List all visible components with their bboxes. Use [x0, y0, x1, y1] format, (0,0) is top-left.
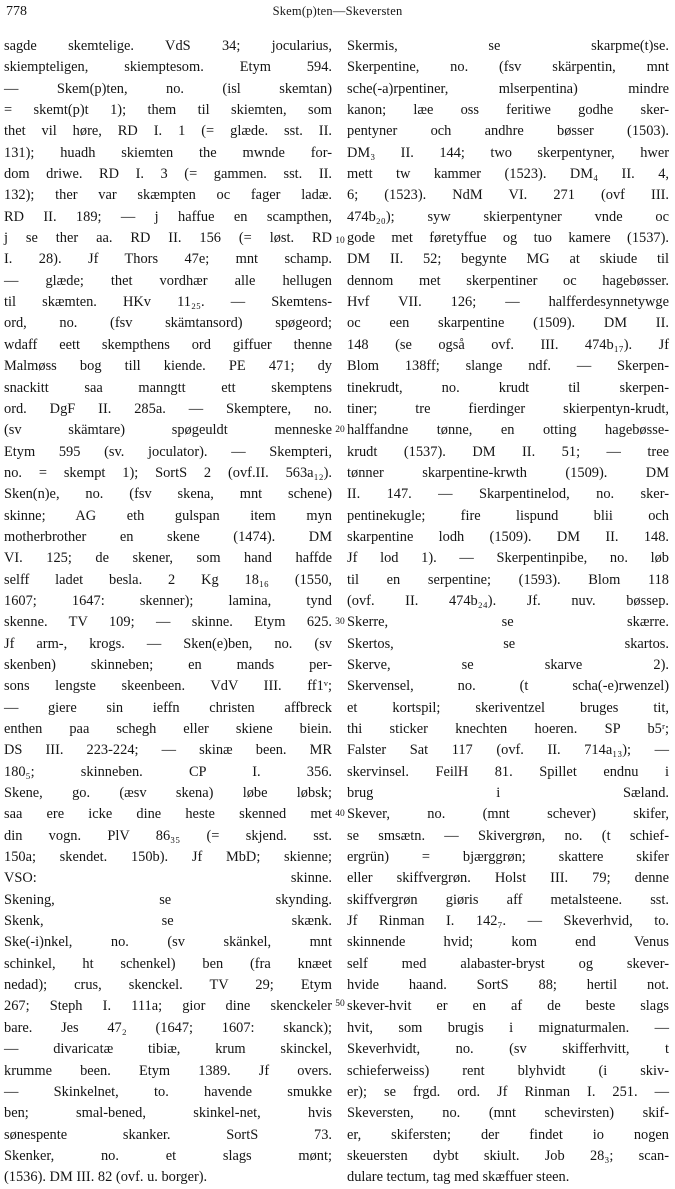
text-line: Skeversten, no. (mnt schevirsten) skif-: [347, 1105, 669, 1122]
text-line: I. 28). Jf Thors 47e; mnt schamp.: [4, 251, 332, 268]
text-line: 1607; 1647: skenner); lamina, tynd: [4, 592, 332, 609]
text-line: 148 (se også ovf. III. 474b₁₇). Jf: [347, 336, 669, 353]
text-line: 474b₂₀); syw skierpentyner vnde oc: [347, 208, 669, 225]
text-line: halffandne tønne, en otting hagebøsse-: [347, 422, 669, 439]
text-line: skinnende hvid; kom end Venus: [347, 934, 669, 951]
text-line: Hvf VII. 126; — halfferdesynnetywge: [347, 294, 669, 311]
text-line: Skervensel, no. (t scha(-e)rwenzel): [347, 678, 669, 695]
text-line: snackitt saa manngtt ett skemptens: [4, 379, 332, 396]
text-line: sagde skemtelige. VdS 34; jocularius,: [4, 38, 332, 54]
text-line: skenben) skinneben; en mands per-: [4, 656, 332, 673]
text-line: skenne. TV 109; — skinne. Etym 625.: [4, 614, 332, 631]
text-line: Skerpentine, no. (fsv skärpentin, mnt: [347, 59, 669, 76]
text-line: til en serpentine; (1593). Blom 118: [347, 571, 669, 588]
text-line: skever-hvit er en af de beste slags: [347, 998, 669, 1015]
text-line: mett tw kammer (1523). DM₄ II. 4,: [347, 166, 669, 183]
text-line: j se ther aa. RD II. 156 (= løst. RD: [4, 230, 332, 247]
text-line: schieferweiss) rent blyhvidt (i skiv-: [347, 1062, 669, 1079]
text-line: ergrün) = bjærggrøn; skattere skifer: [347, 849, 669, 866]
text-line: brug i Sæland.: [347, 785, 669, 802]
text-line: thi sticker knechten hoeren. SP b5ʳ;: [347, 721, 669, 737]
text-line: hvide haand. SortS 88; hertil not.: [347, 977, 669, 994]
text-line: Jf arm-, krogs. — Sken(e)ben, no. (sv: [4, 635, 332, 652]
text-line: eller skiffvergrøn. Holst III. 79; denne: [347, 870, 669, 887]
text-line: dulare tectum, tag med skæffuer steen.: [347, 1169, 570, 1186]
text-line: Blom 138ff; slange ndf. — Skerpen-: [347, 358, 669, 375]
text-line: motherbrother en skene (1474). DM: [4, 528, 332, 545]
text-line: skarpentine lodh (1509). DM II. 148.: [347, 528, 669, 545]
text-line: 131); huadh skiemten the mwnde for-: [4, 144, 332, 161]
text-line: saa ere icke dine heste skenned met: [4, 806, 332, 823]
text-line: Skermis, se skarpme(t)se.: [347, 38, 669, 54]
text-line: enthen paa schegh eller skiene biein.: [4, 721, 332, 737]
text-line: DS III. 223-224; — skinæ been. MR: [4, 742, 332, 759]
line-number: 20: [335, 425, 345, 435]
text-line: Skene, go. (æsv skena) løbe løbsk;: [4, 785, 332, 802]
text-line: ben; smal-bened, skinkel-net, hvis: [4, 1105, 332, 1122]
text-line: DM₃ II. 144; two skerpentyner, hwer: [347, 144, 669, 161]
text-line: oc een skarpentine (1509). DM II.: [347, 315, 669, 332]
text-line: selff ladet besla. 2 Kg 18₁₆ (1550,: [4, 571, 332, 588]
text-line: et kortspil; skeriventzel bruges tit,: [347, 699, 669, 716]
page-number: 778: [6, 4, 27, 19]
text-line: Skerve, se skarve 2).: [347, 656, 669, 673]
text-line: 180₅; skinneben. CP I. 356.: [4, 763, 332, 780]
text-line: Skenk, se skænk.: [4, 913, 332, 930]
text-line: 267; Steph I. 111a; gior dine skenckeler: [4, 998, 332, 1015]
text-line: thet vil høre, RD I. 1 (= glæde. sst. II.: [4, 123, 332, 140]
line-number: 30: [335, 617, 345, 627]
text-line: — divaricatæ tibiæ, krum skinckel,: [4, 1041, 332, 1058]
text-line: Skertos, se skartos.: [347, 635, 669, 652]
text-line: VSO: skinne.: [4, 870, 332, 887]
text-line: wdaff eett skempthens ord giffuer thenne: [4, 336, 332, 353]
text-line: Skeverhvidt, no. (sv skifferhvitt, t: [347, 1041, 669, 1058]
text-line: Sken(n)e, no. (fsv skena, mnt schene): [4, 486, 332, 503]
text-line: 6; (1523). NdM VI. 271 (ovf III.: [347, 187, 669, 204]
line-number: 40: [335, 809, 345, 819]
page-header: [0, 4, 675, 26]
text-line: pentyner och andhre bøsser (1503).: [347, 123, 669, 140]
text-line: bare. Jes 47₂ (1647; 1607: skanck);: [4, 1019, 332, 1036]
text-line: schinkel, ht schenkel) ben (fra knæet: [4, 955, 332, 972]
text-line: til skæmten. HKv 11₂₅. — Skemtens-: [4, 294, 332, 311]
text-line: — Skinkelnet, to. havende smukke: [4, 1083, 332, 1100]
line-number: 50: [335, 999, 345, 1009]
text-line: 150a; skendet. 150b). Jf MbD; skienne;: [4, 849, 332, 866]
right-column: [347, 36, 669, 1186]
text-line: = skemt(p)t 1); them til skiemten, som: [4, 102, 332, 119]
text-line: hvit, som brugis i mignaturmalen. —: [347, 1019, 669, 1036]
text-line: se smsætn. — Skivergrøn, no. (t schief-: [347, 827, 669, 844]
text-line: tinekrudt, no. krudt til skerpen-: [347, 379, 669, 396]
text-line: — glæde; thet vordhær alle hellugen: [4, 272, 332, 289]
text-line: RD II. 189; — j haffue en scampthen,: [4, 208, 332, 225]
text-line: skiempteligen, skiemptesom. Etym 594.: [4, 59, 332, 76]
text-line: skervinsel. FeilH 81. Spillet endnu i: [347, 763, 669, 780]
text-line: skinne; AG eth gulspan item myn: [4, 507, 332, 524]
text-line: VI. 125; de skener, som hand haffde: [4, 550, 332, 567]
left-column: [4, 36, 332, 1186]
text-line: 132); ther var skæmpten oc fager ladæ.: [4, 187, 332, 204]
text-line: skiffvergrøn giøris aff metalsteene. sst.: [347, 891, 669, 908]
line-number: 10: [335, 236, 345, 246]
text-line: (1536). DM III. 82 (ovf. u. borger).: [4, 1169, 208, 1186]
text-line: Skenker, no. et slags mønt;: [4, 1147, 332, 1164]
text-line: Malmøss bog till kiende. PE 471; dy: [4, 358, 332, 375]
text-line: Skening, se skynding.: [4, 891, 332, 908]
text-line: II. 147. — Skarpentinelod, no. sker-: [347, 486, 669, 503]
text-line: Jf lod 1). — Skerpentinpibe, no. løb: [347, 550, 669, 567]
text-line: Skerre, se skærre.: [347, 614, 669, 631]
text-line: self med alabaster-bryst og skever-: [347, 955, 669, 972]
text-line: — giere sin ieffn christen affbreck: [4, 699, 332, 716]
text-line: er, skifersten; der findet io nogen: [347, 1126, 669, 1143]
text-line: Falster Sat 117 (ovf. II. 714a₁₃); —: [347, 742, 669, 759]
text-line: (sv skämtare) spøgeuldt menneske: [4, 422, 332, 439]
text-line: pentinekugle; fire lispund blii och: [347, 507, 669, 524]
text-line: sons lengste skeenbeen. VdV III. ff1ᵛ;: [4, 678, 332, 695]
text-line: Jf Rinman I. 142₇. — Skeverhvid, to.: [347, 913, 669, 930]
text-line: krudt (1537). DM II. 51; — tree: [347, 443, 669, 460]
text-line: Ske(-i)nkel, no. (sv skänkel, mnt: [4, 934, 332, 951]
text-line: er); se frgd. ord. Jf Rinman I. 251. —: [347, 1083, 669, 1100]
text-line: Etym 595 (sv. joculator). — Skempteri,: [4, 443, 332, 460]
text-line: dom driwe. RD I. 3 (= gammen. sst. II.: [4, 166, 332, 183]
text-line: DM II. 52; begynte MG at skiude til: [347, 251, 669, 268]
text-line: tiner; tre fierdinger skierpentyn-krudt,: [347, 400, 669, 417]
running-head: Skem(p)ten—Skeversten: [272, 4, 403, 18]
text-line: (ovf. II. 474b₂₄). Jf. nuv. bøssep.: [347, 592, 669, 609]
text-line: din vogn. PlV 86₃₅ (= skjend. sst.: [4, 827, 332, 844]
text-line: skeuersten dybt skiult. Job 28₃; scan-: [347, 1147, 669, 1164]
text-line: sønespente skanker. SortS 73.: [4, 1126, 332, 1143]
text-line: ord, no. (fsv skämtansord) spøgeord;: [4, 315, 332, 332]
text-line: no. = skempt 1); SortS 2 (ovf.II. 563a₁₂).: [4, 464, 332, 481]
text-line: kanon; læe oss feritiwe godhe sker-: [347, 102, 669, 119]
text-line: dennom met skerpentiner oc hagebøsser.: [347, 272, 669, 289]
text-line: — Skem(p)ten, no. (isl skemtan): [4, 80, 332, 97]
text-line: Skever, no. (mnt schever) skifer,: [347, 806, 669, 823]
text-line: nedad); crus, skenckel. TV 29; Etym: [4, 977, 332, 994]
text-line: tønner skarpentine-krwth (1509). DM: [347, 464, 669, 481]
text-line: sche(-a)rpentiner, mlserpentina) mindre: [347, 80, 669, 97]
text-line: krumme been. Etym 1389. Jf overs.: [4, 1062, 332, 1079]
text-line: gode met føretyffue og tuo kamere (1537).: [347, 230, 669, 247]
text-line: ord. DgF II. 285a. — Skemptere, no.: [4, 400, 332, 417]
